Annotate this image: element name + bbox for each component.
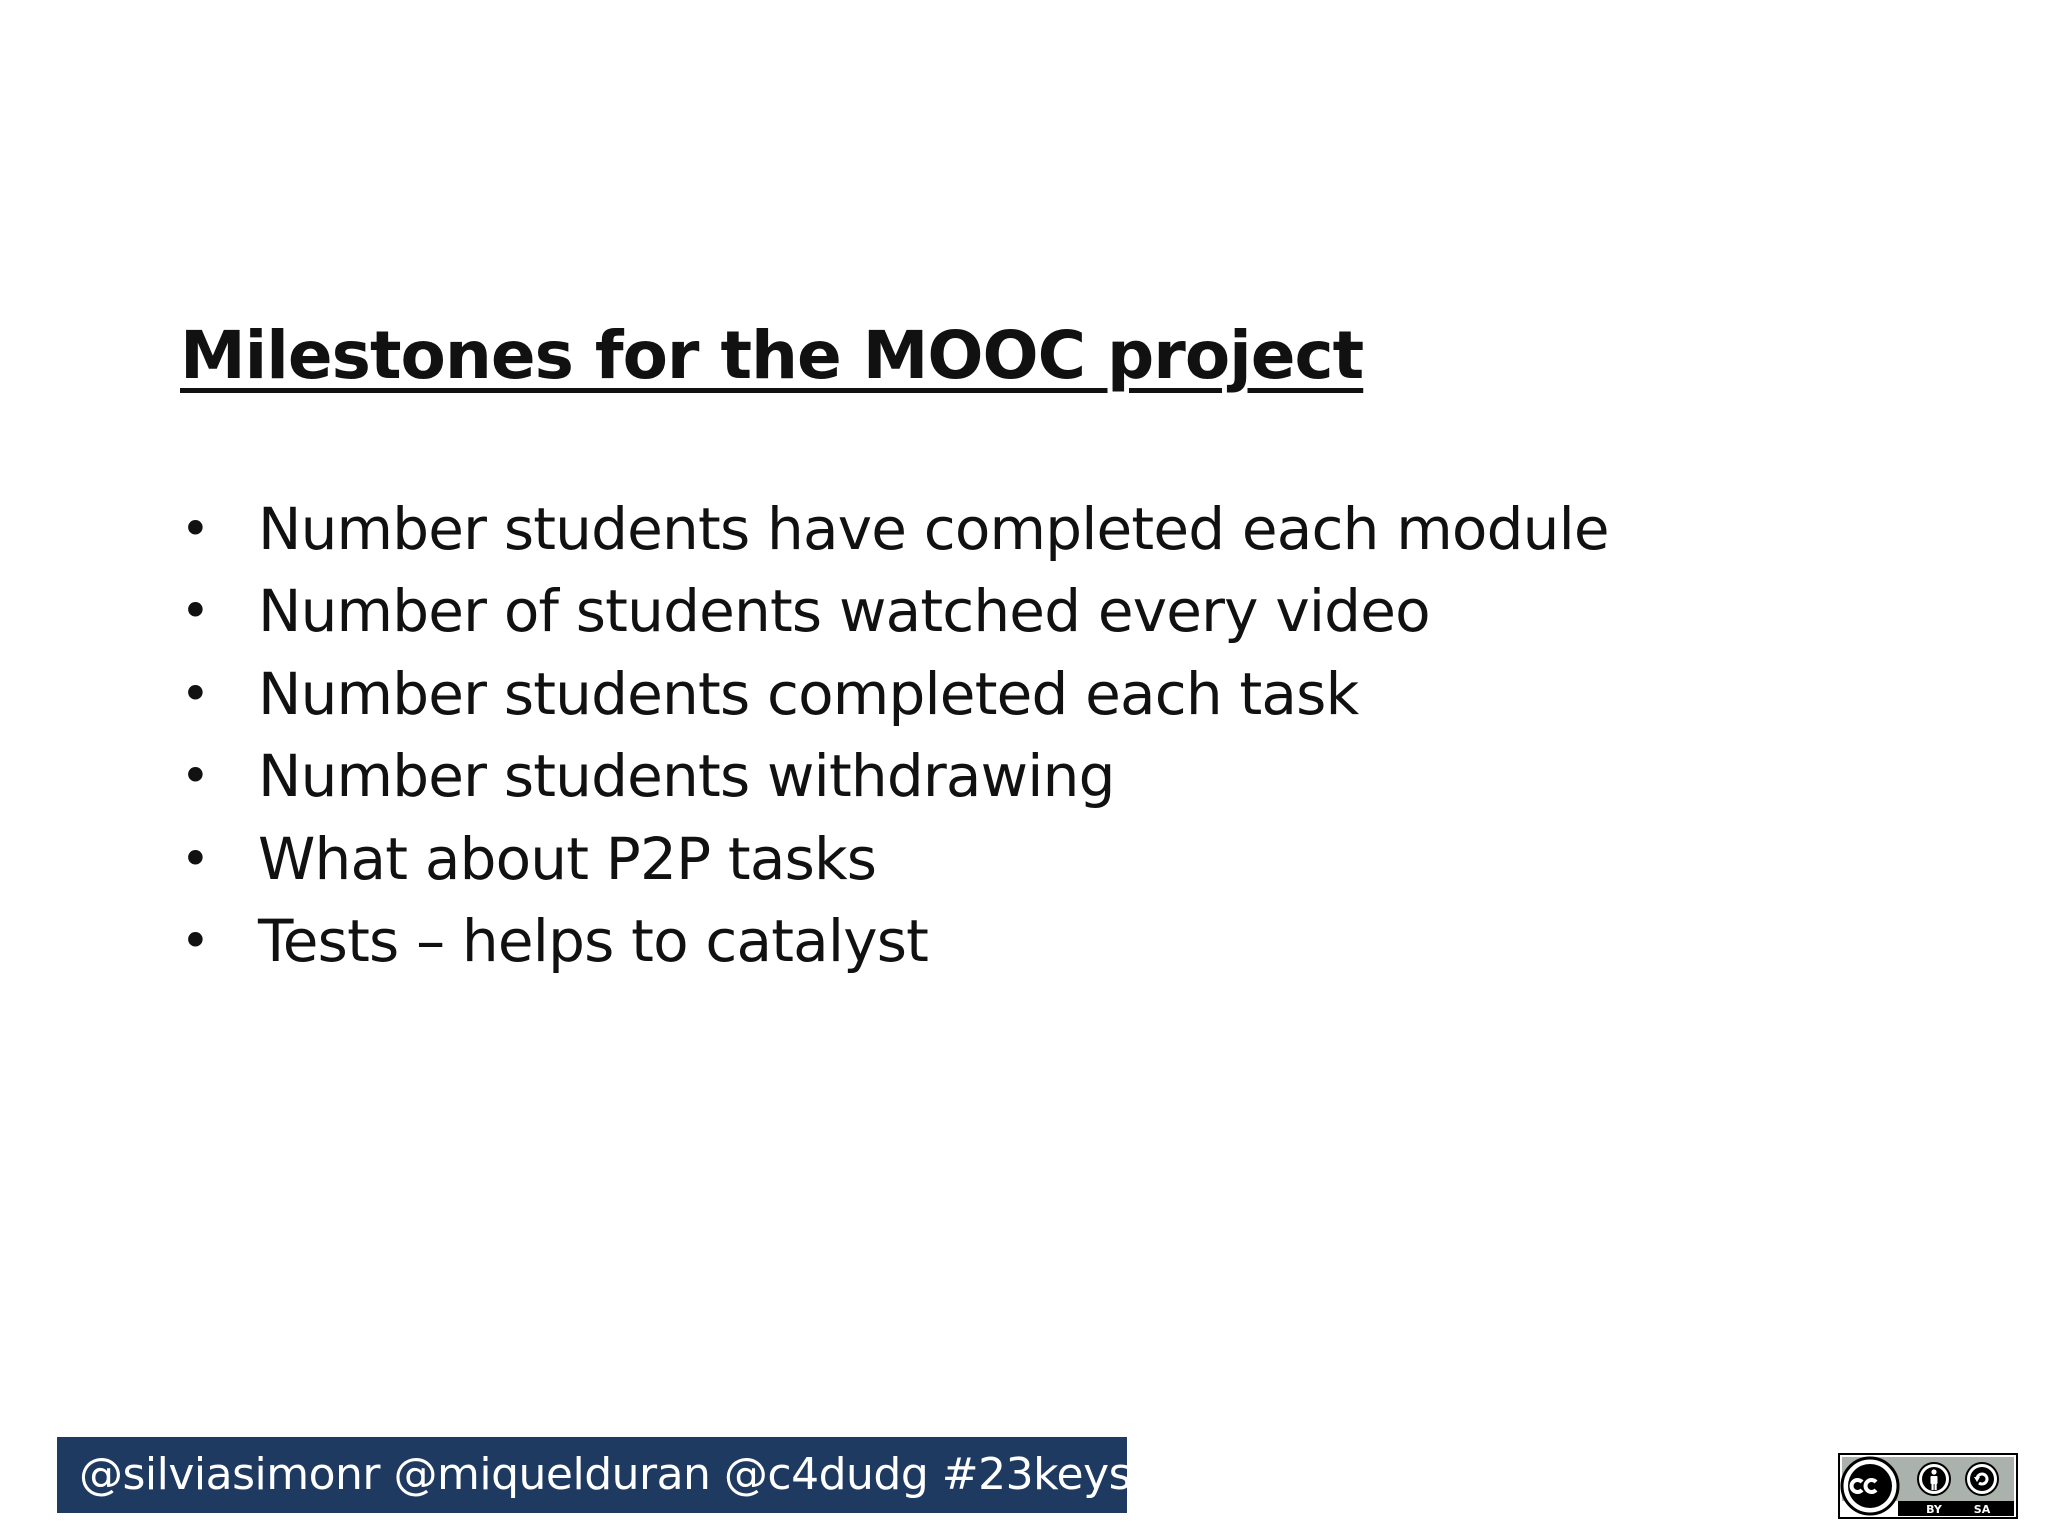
bullet-text: What about P2P tasks — [258, 824, 877, 893]
bullet-item — [180, 818, 1609, 900]
license-sa-label: SA — [1973, 1503, 1991, 1516]
bullet-item — [180, 900, 1609, 982]
bullet-dot-icon: • — [180, 582, 210, 641]
bullet-text: Tests – helps to catalyst — [258, 906, 929, 975]
bullet-item — [180, 735, 1609, 817]
bullet-item — [180, 653, 1609, 735]
slide-title: Milestones for the MOOC project — [180, 317, 1364, 394]
bullet-dot-icon: • — [180, 911, 210, 970]
bullet-dot-icon: • — [180, 829, 210, 888]
bullet-text: Number of students watched every video — [258, 577, 1430, 646]
footer-handles-bar: @silviasimonr @miquelduran @c4dudg #23keysmooc — [57, 1437, 1127, 1513]
bullet-text: Number students withdrawing — [258, 742, 1115, 811]
license-by-label: BY — [1926, 1503, 1942, 1516]
bullet-text: Number students completed each task — [258, 659, 1359, 728]
bullet-dot-icon: • — [180, 500, 210, 558]
bullet-dot-icon: • — [180, 664, 210, 723]
bullet-dot-icon: • — [180, 747, 210, 806]
creative-commons-by-sa-icon — [1838, 1453, 2018, 1519]
bullet-text: Number students have completed each module — [258, 495, 1609, 563]
bullet-item — [180, 570, 1609, 652]
bullet-item — [180, 488, 1609, 570]
bullet-list — [180, 488, 1609, 982]
